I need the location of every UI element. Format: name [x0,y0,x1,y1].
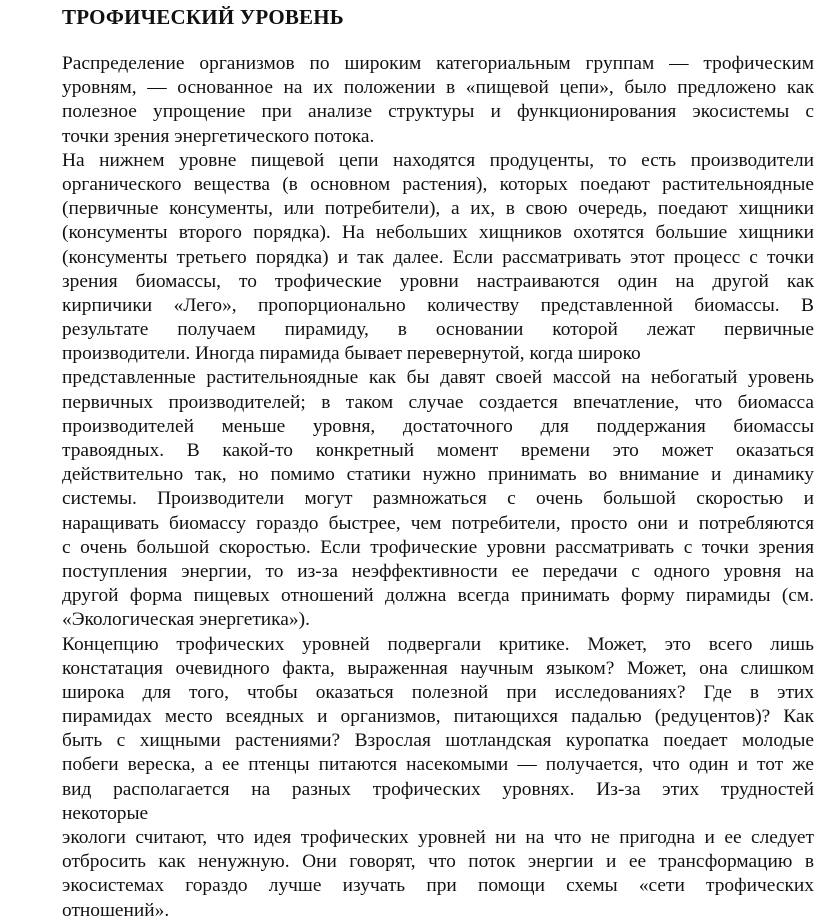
text-line: экосистемах гораздо лучше изучать при помощи схемы «сети трофических [62,875,814,897]
document-body [62,52,814,923]
text-line: (консументы третьего порядка) и так далее. Если рассматривать этот процесс с точки [62,246,814,268]
text-line: уровням, — основанное на их положении в «пищевой цепи», было предложено как [62,77,814,99]
text-line: Распределение организмов по широким категориальным группам — трофическим [62,53,814,74]
text-line: (первичные консументы, или потребители), а их, в свою очередь, поедают хищники [62,198,814,220]
text-line: кирпичики «Лего», пропорционально количеству представленной биомассы. В [62,294,814,316]
text-line: некоторые [62,802,149,824]
text-line: результате получаем пирамиду, в основании которой лежат первичные [62,319,814,341]
text-line: зрения биомассы, то трофические уровни настраиваются один на другой как [62,270,814,292]
text-line: констатация очевидного факта, выраженная научным языком? Может, она слишком [62,657,814,679]
text-line: точки зрения энергетического потока. [62,125,375,147]
text-line: системы. Производители могут размножаться с очень большой скоростью и [62,488,814,510]
text-line: побеги вереска, а ее птенцы питаются насекомыми — получается, что один и тот же [62,754,814,776]
text-line: отношений». [62,899,170,921]
text-line: широка для того, чтобы оказаться полезной при исследованиях? Где в этих [62,681,814,703]
text-line: представленные растительноядные как бы давят своей массой на небогатый уровень [62,367,814,389]
text-line: (консументы второго порядка). На небольших хищников охотятся большие хищники [62,222,814,244]
document-title: ТРОФИЧЕСКИЙ УРОВЕНЬ [62,5,344,29]
text-line: Концепцию трофических уровней подвергали критике. Может, это всего лишь [62,633,814,655]
text-line: На нижнем уровне пищевой цепи находятся продуценты, то есть производители [62,149,814,171]
text-line: производителей меньше уровня, достаточного для поддержания биомассы [62,415,814,437]
text-line: производители. Иногда пирамида бывает перевернутой, когда широко [62,343,641,365]
text-line: полезное упрощение при анализе структуры и функционирования экосистемы с [62,101,814,123]
text-line: экологи считают, что идея трофических уровней ни на что не пригодна и ее следует [62,827,814,848]
text-line: действительно так, но помимо статики нужно принимать во внимание и динамику [62,464,814,486]
text-line: с очень большой скоростью. Если трофические уровни рассматривать с точки зрения [62,536,814,558]
text-line: травоядных. В какой-то конкретный момент времени это может оказаться [62,440,814,461]
text-line: органического вещества (в основном растения), которых поедают растительноядные [62,173,814,195]
text-line: «Экологическая энергетика»). [62,609,310,631]
text-line: пирамидах место всеядных и организмов, питающихся падалью (редуцентов)? Как [62,706,814,728]
text-line: поступления энергии, то из-за неэффективности ее передачи с одного уровня на [62,560,814,582]
text-line: наращивать биомассу гораздо быстрее, чем потребители, просто они и потребляются [62,512,814,534]
text-line: первичных производителей; в таком случае создается впечатление, что биомасса [62,391,814,413]
text-line: быть с хищными растениями? Взрослая шотландская куропатка поедает молодые [62,730,814,752]
text-line: другой форма пищевых отношений должна всегда принимать форму пирамиды (см. [62,585,814,607]
text-line: вид располагается на разных трофических уровнях. Из-за этих трудностей [62,778,814,800]
text-line: отбросить как ненужную. Они говорят, что поток энергии и ее трансформацию в [62,851,814,873]
